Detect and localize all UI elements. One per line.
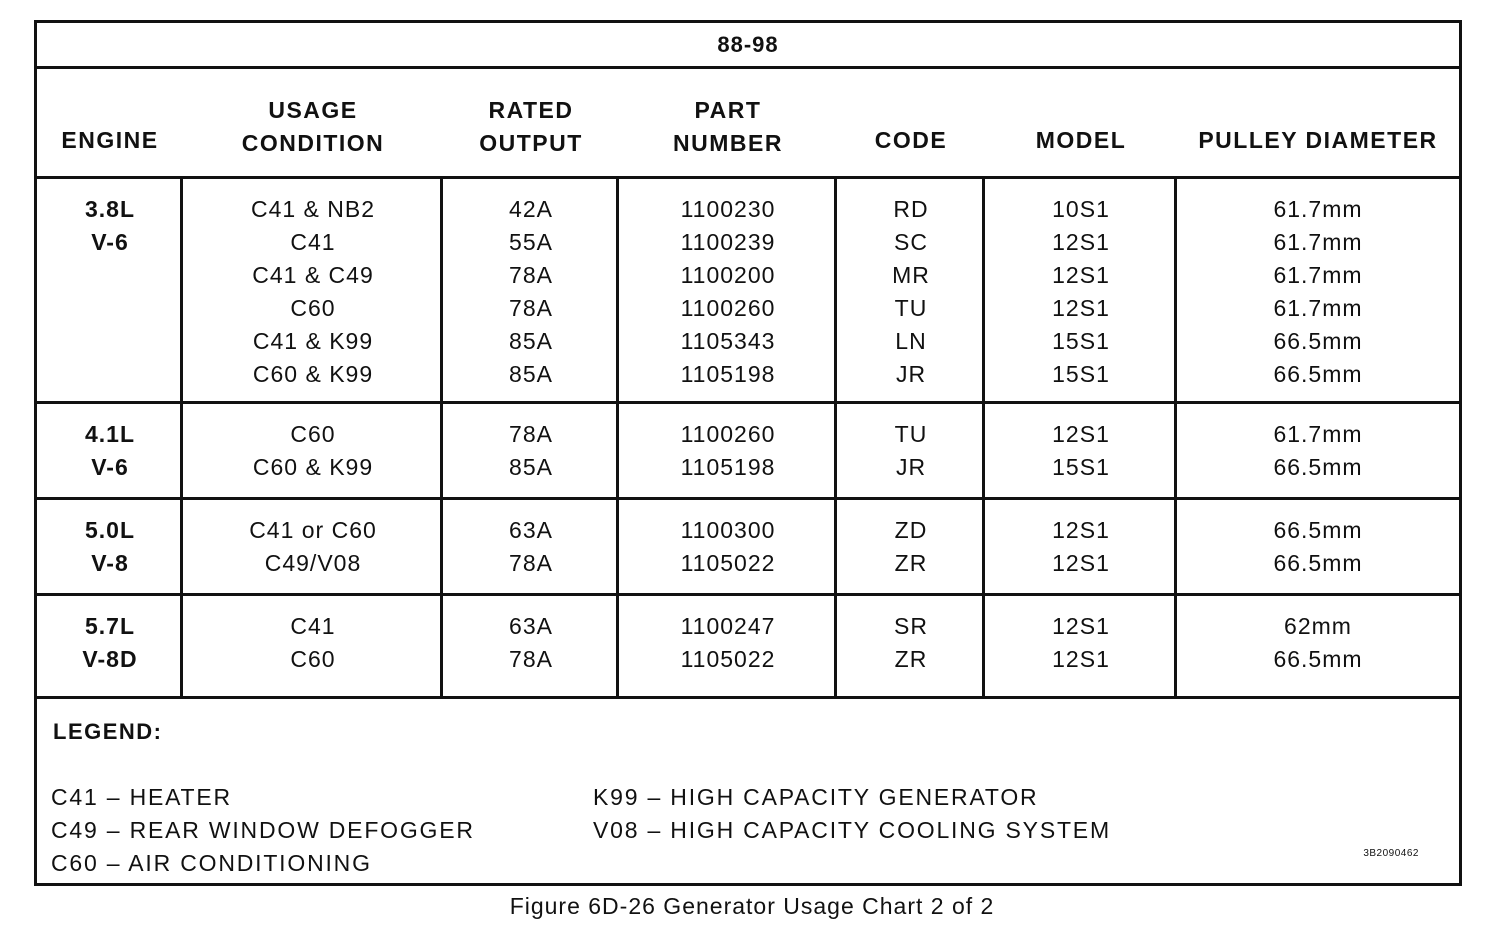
model-value: 15S1 bbox=[1052, 328, 1110, 354]
header-part-line-1: PART bbox=[694, 96, 762, 123]
engine-group bbox=[37, 179, 1459, 404]
usage-value: C60 bbox=[290, 295, 336, 321]
model-value: 15S1 bbox=[1052, 454, 1110, 480]
header-model-label: MODEL bbox=[1035, 127, 1127, 153]
engine-value: V-8D bbox=[82, 646, 138, 672]
cell-usage bbox=[183, 596, 443, 696]
cell-pulley bbox=[1177, 596, 1459, 696]
usage-value: C49/V08 bbox=[264, 550, 362, 576]
part-value: 1105198 bbox=[680, 454, 776, 480]
header-part-number bbox=[619, 69, 837, 179]
usage-table bbox=[37, 69, 1459, 699]
rated-value: 63A bbox=[509, 517, 553, 543]
rated-value: 85A bbox=[509, 328, 553, 354]
header-usage-line-2: CONDITION bbox=[241, 129, 385, 156]
part-value: 1100260 bbox=[680, 295, 776, 321]
cell-model bbox=[985, 596, 1177, 696]
engine-value: 3.8L bbox=[84, 196, 136, 222]
part-value: 1100247 bbox=[680, 613, 776, 639]
rated-value: 85A bbox=[509, 454, 553, 480]
cell-engine bbox=[37, 179, 183, 401]
rated-value: 78A bbox=[509, 646, 553, 672]
engine-group bbox=[37, 596, 1459, 699]
cell-usage bbox=[183, 500, 443, 593]
usage-value: C41 & NB2 bbox=[250, 196, 376, 222]
cell-code bbox=[837, 404, 985, 497]
rated-value: 78A bbox=[509, 421, 553, 447]
pulley-value: 61.7mm bbox=[1273, 196, 1363, 222]
code-value: TU bbox=[894, 421, 928, 447]
header-part-line-2: NUMBER bbox=[673, 129, 783, 156]
model-value: 12S1 bbox=[1052, 550, 1110, 576]
engine-group bbox=[37, 500, 1459, 596]
legend-item: C49 – REAR WINDOW DEFOGGER bbox=[51, 817, 475, 843]
usage-value: C60 bbox=[290, 421, 336, 447]
rated-value: 78A bbox=[509, 262, 553, 288]
code-value: ZR bbox=[894, 550, 928, 576]
rated-value: 63A bbox=[509, 613, 553, 639]
rated-value: 42A bbox=[509, 196, 553, 222]
engine-value: 5.0L bbox=[84, 517, 136, 543]
code-value: RD bbox=[893, 196, 929, 222]
engine-value: V-8 bbox=[91, 550, 129, 576]
header-usage-line-1: USAGE bbox=[268, 96, 358, 123]
part-value: 1100260 bbox=[680, 421, 776, 447]
header-code-label: CODE bbox=[874, 127, 948, 153]
code-value: ZR bbox=[894, 646, 928, 672]
model-value: 15S1 bbox=[1052, 361, 1110, 387]
code-value: TU bbox=[894, 295, 928, 321]
model-value: 12S1 bbox=[1052, 295, 1110, 321]
cell-engine bbox=[37, 596, 183, 696]
pulley-value: 66.5mm bbox=[1273, 454, 1363, 480]
pulley-value: 66.5mm bbox=[1273, 361, 1363, 387]
rated-value: 78A bbox=[509, 295, 553, 321]
code-value: MR bbox=[892, 262, 930, 288]
usage-value: C41 bbox=[290, 613, 336, 639]
cell-part bbox=[619, 404, 837, 497]
part-value: 1100200 bbox=[680, 262, 776, 288]
figure-caption: Figure 6D-26 Generator Usage Chart 2 of 2 bbox=[509, 893, 995, 919]
reference-code: 3B2090462 bbox=[1363, 848, 1419, 859]
part-value: 1105022 bbox=[680, 550, 776, 576]
cell-model bbox=[985, 500, 1177, 593]
usage-value: C60 bbox=[290, 646, 336, 672]
pulley-value: 61.7mm bbox=[1273, 262, 1363, 288]
model-value: 12S1 bbox=[1052, 646, 1110, 672]
cell-usage bbox=[183, 179, 443, 401]
pulley-value: 66.5mm bbox=[1273, 517, 1363, 543]
cell-rated bbox=[443, 596, 619, 696]
header-pulley-label: PULLEY DIAMETER bbox=[1198, 127, 1438, 153]
cell-rated bbox=[443, 500, 619, 593]
pulley-value: 62mm bbox=[1284, 613, 1352, 639]
cell-code bbox=[837, 500, 985, 593]
header-engine-label: ENGINE bbox=[61, 127, 159, 153]
usage-value: C41 & C49 bbox=[252, 262, 374, 288]
pulley-value: 66.5mm bbox=[1273, 646, 1363, 672]
legend-item: C41 – HEATER bbox=[51, 784, 232, 810]
header-rated-output bbox=[443, 69, 619, 179]
model-value: 12S1 bbox=[1052, 262, 1110, 288]
model-value: 12S1 bbox=[1052, 229, 1110, 255]
pulley-value: 66.5mm bbox=[1273, 550, 1363, 576]
part-value: 1105022 bbox=[680, 646, 776, 672]
legend-item: K99 – HIGH CAPACITY GENERATOR bbox=[593, 784, 1039, 810]
legend-title: LEGEND: bbox=[53, 719, 163, 744]
cell-part bbox=[619, 596, 837, 696]
cell-rated bbox=[443, 404, 619, 497]
cell-pulley bbox=[1177, 179, 1459, 401]
header-rated-line-2: OUTPUT bbox=[479, 129, 583, 156]
code-value: JR bbox=[895, 454, 927, 480]
model-value: 12S1 bbox=[1052, 421, 1110, 447]
header-usage-condition bbox=[183, 69, 443, 179]
cell-model bbox=[985, 179, 1177, 401]
part-value: 1105343 bbox=[680, 328, 776, 354]
header-code bbox=[837, 69, 985, 179]
model-value: 12S1 bbox=[1052, 517, 1110, 543]
pulley-value: 61.7mm bbox=[1273, 295, 1363, 321]
part-value: 1100230 bbox=[680, 196, 776, 222]
usage-value: C41 bbox=[290, 229, 336, 255]
legend-item: V08 – HIGH CAPACITY COOLING SYSTEM bbox=[593, 817, 1111, 843]
rated-value: 78A bbox=[509, 550, 553, 576]
engine-group bbox=[37, 404, 1459, 500]
pulley-value: 66.5mm bbox=[1273, 328, 1363, 354]
cell-pulley bbox=[1177, 500, 1459, 593]
code-value: JR bbox=[895, 361, 927, 387]
code-value: LN bbox=[895, 328, 927, 354]
pulley-value: 61.7mm bbox=[1273, 421, 1363, 447]
cell-code bbox=[837, 179, 985, 401]
header-model bbox=[985, 69, 1177, 179]
part-value: 1100239 bbox=[680, 229, 776, 255]
cell-pulley bbox=[1177, 404, 1459, 497]
legend-item: C60 – AIR CONDITIONING bbox=[51, 850, 372, 876]
generator-usage-chart bbox=[34, 20, 1462, 886]
legend-left-column bbox=[51, 781, 475, 880]
rated-value: 55A bbox=[509, 229, 553, 255]
usage-value: C60 & K99 bbox=[252, 361, 374, 387]
engine-value: 4.1L bbox=[84, 421, 136, 447]
header-rated-line-1: RATED bbox=[488, 96, 574, 123]
engine-value: 5.7L bbox=[84, 613, 136, 639]
usage-value: C41 & K99 bbox=[252, 328, 374, 354]
cell-code bbox=[837, 596, 985, 696]
header-pulley-diameter bbox=[1177, 69, 1459, 179]
code-value: SC bbox=[894, 229, 928, 255]
pulley-value: 61.7mm bbox=[1273, 229, 1363, 255]
model-value: 12S1 bbox=[1052, 613, 1110, 639]
code-value: ZD bbox=[894, 517, 928, 543]
usage-value: C41 or C60 bbox=[249, 517, 377, 543]
cell-engine bbox=[37, 500, 183, 593]
usage-value: C60 & K99 bbox=[252, 454, 374, 480]
rated-value: 85A bbox=[509, 361, 553, 387]
cell-part bbox=[619, 500, 837, 593]
part-value: 1100300 bbox=[680, 517, 776, 543]
model-value: 10S1 bbox=[1052, 196, 1110, 222]
engine-value: V-6 bbox=[91, 454, 129, 480]
code-value: SR bbox=[894, 613, 928, 639]
year-range: 88-98 bbox=[37, 23, 1459, 69]
legend bbox=[37, 699, 1459, 883]
cell-model bbox=[985, 404, 1177, 497]
cell-engine bbox=[37, 404, 183, 497]
part-value: 1105198 bbox=[680, 361, 776, 387]
header-engine bbox=[37, 69, 183, 179]
cell-part bbox=[619, 179, 837, 401]
cell-usage bbox=[183, 404, 443, 497]
legend-right-column bbox=[593, 781, 1111, 847]
cell-rated bbox=[443, 179, 619, 401]
engine-value: V-6 bbox=[91, 229, 129, 255]
